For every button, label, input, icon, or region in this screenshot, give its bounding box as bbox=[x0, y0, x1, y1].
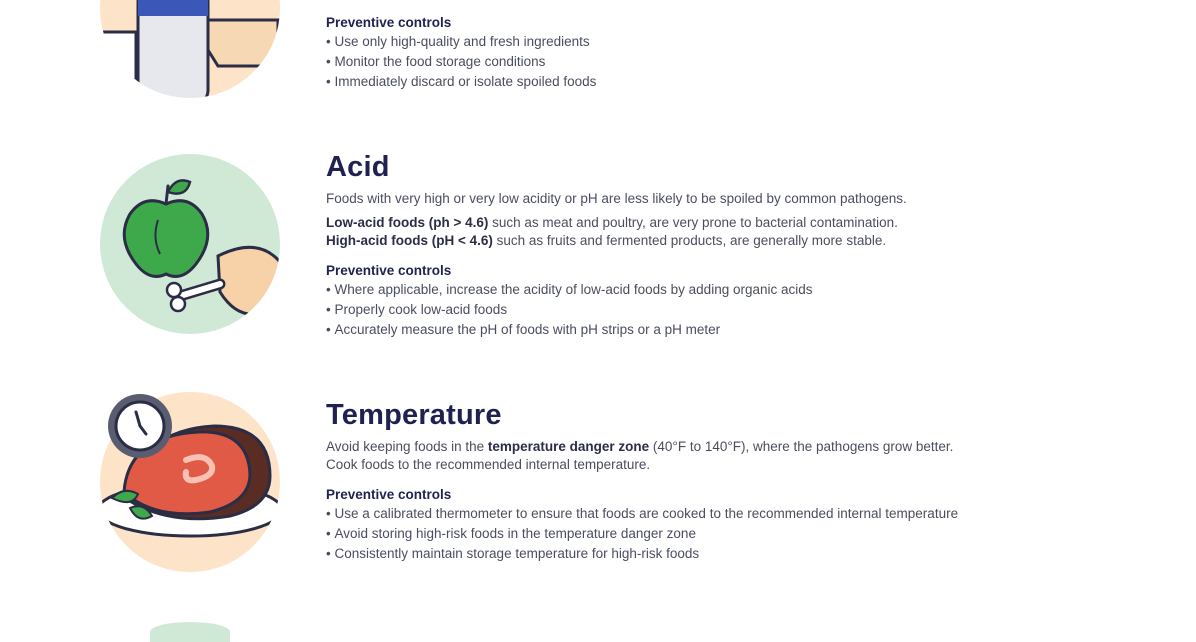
section-heading bbox=[326, 398, 1166, 432]
danger-zone-text bbox=[326, 438, 1166, 456]
list-item: • Where applicable, increase the acidity of low-acid foods by adding organic acids bbox=[326, 280, 1166, 300]
heading-rest: cid bbox=[347, 151, 390, 183]
controls-list bbox=[326, 32, 1166, 92]
controls-list bbox=[326, 280, 1166, 340]
apple-and-chicken-leg-icon bbox=[98, 152, 282, 336]
heading-initial: A bbox=[326, 151, 348, 183]
heading-initial: T bbox=[326, 399, 342, 431]
list-item: • Immediately discard or isolate spoiled foods bbox=[326, 72, 1166, 92]
list-item: • Use a calibrated thermometer to ensure that foods are cooked to the recommended internal temperature bbox=[326, 504, 1166, 524]
danger-zone-post: (40°F to 140°F), where the pathogens grow better. bbox=[649, 439, 954, 454]
danger-zone-pre: Avoid keeping foods in the bbox=[326, 439, 488, 454]
high-acid-text bbox=[326, 232, 1166, 250]
list-item: • Consistently maintain storage temperature for high-risk foods bbox=[326, 544, 1166, 564]
list-item: • Properly cook low-acid foods bbox=[326, 300, 1166, 320]
list-item: • Accurately measure the pH of foods with pH strips or a pH meter bbox=[326, 320, 1166, 340]
danger-zone-label: temperature danger zone bbox=[487, 439, 650, 454]
low-acid-label: Low-acid foods (ph > 4.6) bbox=[326, 215, 489, 230]
heading-rest: emperature bbox=[341, 399, 502, 431]
list-item: • Use only high-quality and fresh ingredients bbox=[326, 32, 1166, 52]
high-acid-desc: such as fruits and fermented products, are generally more stable. bbox=[492, 233, 887, 248]
low-acid-desc: such as meat and poultry, are very prone to bacterial contamination. bbox=[488, 215, 898, 230]
section-heading bbox=[326, 150, 1166, 184]
controls-title: Preventive controls bbox=[326, 15, 452, 30]
high-acid-label: High-acid foods (pH < 4.6) bbox=[326, 233, 493, 248]
controls-title: Preventive controls bbox=[326, 263, 452, 278]
next-section-icon-edge bbox=[150, 622, 230, 642]
controls-list bbox=[326, 504, 1166, 564]
cook-text: Cook foods to the recommended internal temperature. bbox=[326, 457, 651, 472]
intro-text: Foods with very high or very low acidity or pH are less likely to be spoiled by common pathogens. bbox=[326, 191, 907, 206]
milk-and-eggs-icon bbox=[98, 0, 282, 100]
controls-title: Preventive controls bbox=[326, 487, 452, 502]
list-item: • Avoid storing high-risk foods in the temperature danger zone bbox=[326, 524, 1166, 544]
low-acid-text bbox=[326, 214, 1166, 232]
clock-and-roast-meat-icon bbox=[98, 390, 282, 574]
list-item: • Monitor the food storage conditions bbox=[326, 52, 1166, 72]
